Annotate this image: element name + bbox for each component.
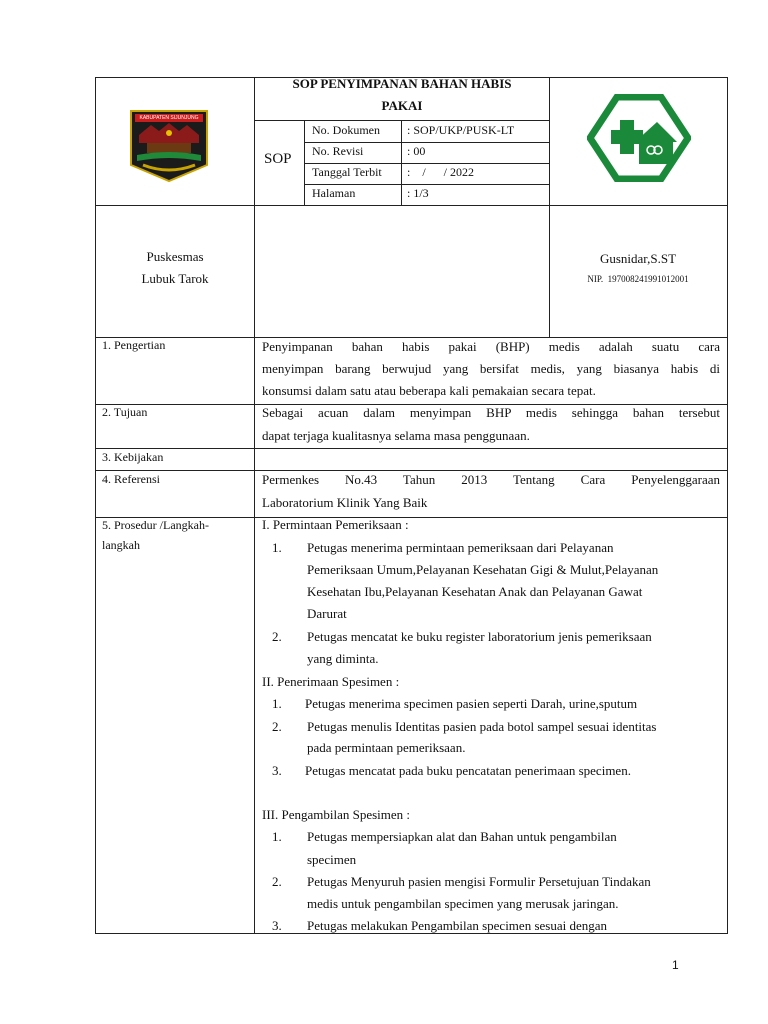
list-item-number: 2. <box>272 629 282 644</box>
list-item-number: 1. <box>272 696 282 711</box>
field-no-dokumen-label: No. Dokumen <box>312 123 380 137</box>
field-halaman-value: : 1/3 <box>407 186 429 200</box>
regency-logo <box>129 109 209 183</box>
field-no-revisi-label: No. Revisi <box>312 144 364 158</box>
page-number: 1 <box>672 958 679 972</box>
field-halaman-label: Halaman <box>312 186 356 200</box>
list-item-number: 2. <box>272 874 282 889</box>
list-item-line: Petugas melakukan Pengambilan specimen sesuai dengan <box>307 918 608 933</box>
section-referensi-label: 4. Referensi <box>102 472 160 486</box>
list-item-line: Pemeriksaan Umum,Pelayanan Kesehatan Gigi & Mulut,Pelayanan <box>307 562 659 577</box>
list-item-line: Kesehatan Ibu,Pelayanan Kesehatan Anak dan Pelayanan Gawat <box>307 584 643 599</box>
regency-logo-banner: KABUPATEN SIJUNJUNG <box>139 115 199 121</box>
puskesmas-name-line2: Lubuk Tarok <box>141 271 209 286</box>
prosedur-heading-pengambilan: III. Pengambilan Spesimen : <box>262 807 411 822</box>
signer-nip: NIP. 197008241991012001 <box>587 274 689 284</box>
list-item-line: Petugas mempersiapkan alat dan Bahan untuk pengambilan <box>307 829 617 844</box>
list-item-number: 3. <box>272 763 282 778</box>
list-item-line: Petugas mencatat pada buku pencatatan penerimaan specimen. <box>305 763 631 778</box>
tujuan-line: dapat terjaga kualitasnya selama masa penggunaan. <box>262 428 530 443</box>
list-item-line: yang diminta. <box>307 651 379 666</box>
sop-label: SOP <box>264 151 292 167</box>
document-title-line1: SOP PENYIMPANAN BAHAN HABIS <box>292 76 512 91</box>
list-item-line: Petugas menerima permintaan pemeriksaan dari Pelayanan <box>307 540 614 555</box>
list-item-number: 2. <box>272 719 282 734</box>
field-tanggal-terbit-label: Tanggal Terbit <box>312 165 382 179</box>
section-prosedur-label: 5. Prosedur /Langkah- <box>102 518 209 532</box>
list-item-line: specimen <box>307 852 357 867</box>
pengertian-line: menyimpan barang berwujud yang bersifat medis, yang biasanya habis di <box>262 361 720 376</box>
list-item-line: Petugas menerima specimen pasien seperti Darah, urine,sputum <box>305 696 638 711</box>
list-item-number: 3. <box>272 918 282 933</box>
puskesmas-logo <box>587 94 691 182</box>
puskesmas-name-line1: Puskesmas <box>146 249 204 264</box>
pengertian-line: konsumsi dalam satu atau beberapa kali pemakaian secara tepat. <box>262 383 596 398</box>
list-item-line: Petugas Menyuruh pasien mengisi Formulir Persetujuan Tindakan <box>307 874 651 889</box>
list-item-number: 1. <box>272 540 282 555</box>
list-item-line: Darurat <box>307 606 347 621</box>
section-pengertian-label: 1. Pengertian <box>102 338 166 352</box>
field-no-dokumen-value: : SOP/UKP/PUSK-LT <box>407 123 515 137</box>
list-item-line: pada permintaan pemeriksaan. <box>307 740 466 755</box>
field-no-revisi-value: : 00 <box>407 144 426 158</box>
section-kebijakan-label: 3. Kebijakan <box>102 450 164 464</box>
pengertian-line: Penyimpanan bahan habis pakai (BHP) medis adalah suatu cara <box>262 339 720 354</box>
tujuan-line: Sebagai acuan dalam menyimpan BHP medis sehingga bahan tersebut <box>262 405 720 420</box>
prosedur-heading-permintaan: I. Permintaan Pemeriksaan : <box>262 517 409 532</box>
referensi-line: Laboratorium Klinik Yang Baik <box>262 495 428 510</box>
referensi-line: Permenkes No.43 Tahun 2013 Tentang Cara Penyelenggaraan <box>262 472 720 487</box>
section-tujuan-label: 2. Tujuan <box>102 405 148 419</box>
list-item-line: Petugas menulis Identitas pasien pada botol sampel sesuai identitas <box>307 719 657 734</box>
document-title-line2: PAKAI <box>381 98 423 113</box>
list-item-line: medis untuk pengambilan specimen yang merusak jaringan. <box>307 896 619 911</box>
list-item-number: 1. <box>272 829 282 844</box>
signer-name: Gusnidar,S.ST <box>599 251 677 266</box>
section-prosedur-label-cont: langkah <box>102 538 140 552</box>
field-tanggal-terbit-value: : / / 2022 <box>407 165 475 179</box>
prosedur-heading-penerimaan: II. Penerimaan Spesimen : <box>262 674 400 689</box>
list-item-line: Petugas mencatat ke buku register laboratorium jenis pemeriksaan <box>307 629 652 644</box>
